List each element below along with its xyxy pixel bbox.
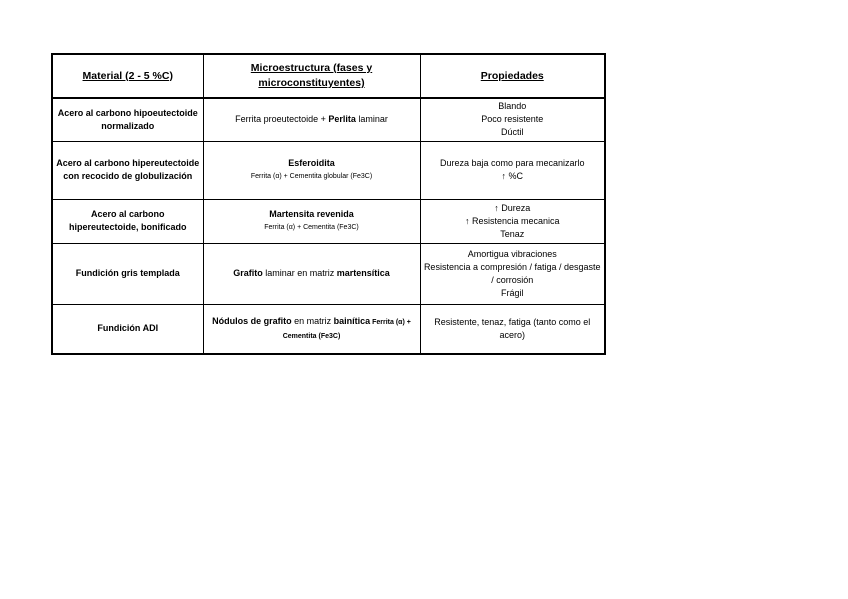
- cell-material[interactable]: Acero al carbono hipereutectoide, bonificado: [52, 199, 203, 243]
- property-item: ↑ Dureza: [494, 202, 531, 213]
- cell-properties[interactable]: [420, 243, 605, 304]
- cell-properties[interactable]: [420, 199, 605, 243]
- micro-subtitle: Ferrita (α) + Cementita (Fe3C): [282, 318, 411, 340]
- cell-microstructure[interactable]: [203, 199, 420, 243]
- property-item: Frágil: [500, 287, 524, 298]
- micro-bold-text: martensítica: [336, 268, 390, 278]
- table-row: [52, 199, 605, 243]
- materials-table: [51, 53, 606, 355]
- property-item: Tenaz: [500, 228, 525, 239]
- micro-bold-text: Grafito: [233, 268, 263, 278]
- header-row: [52, 54, 605, 98]
- header-material[interactable]: Material (2 - 5 %C): [52, 54, 203, 98]
- table-row: [52, 304, 605, 354]
- cell-microstructure[interactable]: [203, 304, 420, 354]
- cell-material[interactable]: Fundición ADI: [52, 304, 203, 354]
- table-row: [52, 243, 605, 304]
- property-item: Resistente, tenaz, fatiga (tanto como el acero): [434, 316, 591, 340]
- property-item: ↑ Resistencia mecanica: [464, 215, 560, 226]
- table-row: [52, 98, 605, 141]
- cell-properties[interactable]: [420, 98, 605, 141]
- cell-microstructure[interactable]: [203, 98, 420, 141]
- cell-material[interactable]: Acero al carbono hipoeutectoide normalizado: [52, 98, 203, 141]
- property-item: ↑ %C: [501, 171, 523, 181]
- micro-text: laminar: [355, 114, 388, 125]
- property-item: Amortigua vibraciones: [467, 248, 557, 259]
- property-item: Blando: [498, 101, 527, 112]
- micro-text: laminar en matriz: [262, 268, 337, 278]
- micro-bold-text: bainítica: [333, 315, 371, 326]
- micro-bold-text: Nódulos de grafito: [212, 315, 292, 326]
- micro-subtitle: Ferrita (α) + Cementita (Fe3C): [264, 224, 359, 231]
- cell-material[interactable]: Fundición gris templada: [52, 243, 203, 304]
- cell-properties[interactable]: [420, 141, 605, 199]
- micro-subtitle: Ferrita (α) + Cementita globular (Fe3C): [250, 173, 373, 180]
- table-row: [52, 141, 605, 199]
- cell-properties[interactable]: [420, 304, 605, 354]
- cell-microstructure[interactable]: [203, 243, 420, 304]
- micro-text: Ferrita proeutectoide +: [235, 114, 329, 125]
- property-item: Dúctil: [500, 127, 524, 138]
- micro-text: en matriz: [291, 315, 334, 326]
- micro-title: Esferoidita: [288, 158, 335, 168]
- header-micro-line2: microconstituyentes): [258, 77, 365, 89]
- micro-title: Martensita revenida: [269, 209, 354, 219]
- micro-bold-text: Perlita: [328, 114, 356, 125]
- property-item: Resistencia a compresión / fatiga / desgaste / corrosión: [423, 261, 601, 285]
- property-item: Poco resistente: [481, 114, 544, 125]
- header-micro-line1: Microestructura (fases y: [250, 62, 373, 74]
- header-properties[interactable]: Propiedades: [420, 54, 605, 98]
- property-item: Dureza baja como para mecanizarlo: [439, 158, 585, 168]
- header-microstructure[interactable]: [203, 54, 420, 98]
- cell-microstructure[interactable]: [203, 141, 420, 199]
- cell-material[interactable]: Acero al carbono hipereutectoide con recocido de globulización: [52, 141, 203, 199]
